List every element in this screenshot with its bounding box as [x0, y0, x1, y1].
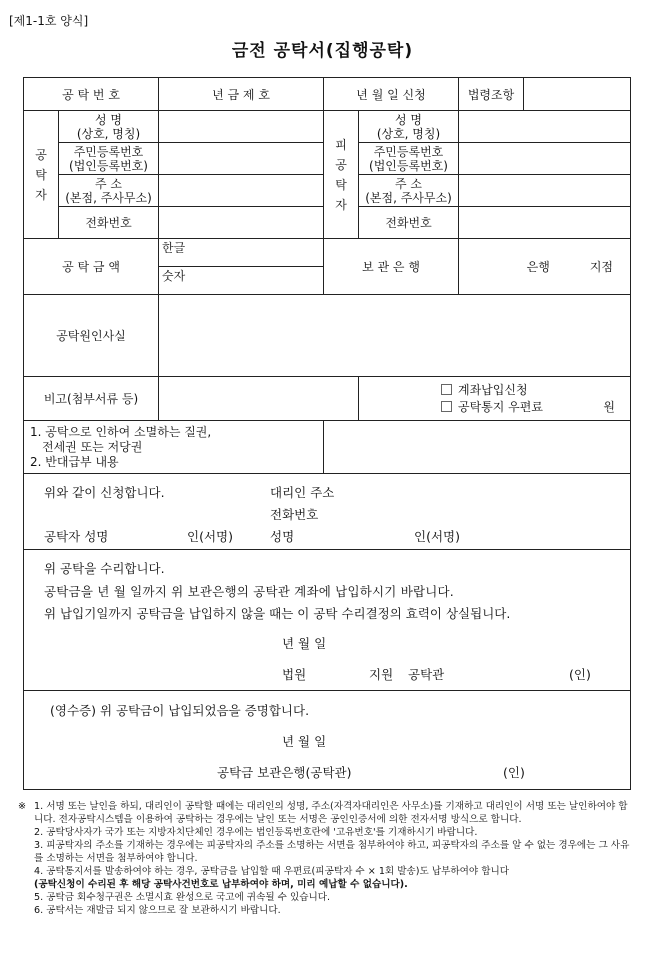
remarks-options: [359, 377, 631, 421]
depositee-address-label: 주 소 (본점, 주사무소): [359, 175, 459, 207]
cause-field[interactable]: [159, 295, 631, 377]
note-item-6: 6. 공탁서는 재발급 되지 않으므로 잘 보관하시기 바랍니다.: [34, 905, 281, 916]
depositor-id-field[interactable]: [159, 143, 324, 175]
note-item-4: 4. 공탁통지서를 발송하여야 하는 경우, 공탁금을 납입할 때 우편료(피공탁자 수 × 1회 발송)도 납부하여야 합니다: [34, 866, 510, 877]
depositee-id-field[interactable]: [459, 143, 631, 175]
application-date-field[interactable]: 년 월 일 신청: [324, 78, 459, 111]
notes-section: [18, 800, 633, 917]
depositee-id-label: 주민등록번호 (법인등록번호): [359, 143, 459, 175]
application-section: [24, 474, 631, 550]
officer-label: 공탁관: [408, 667, 445, 682]
agent-phone-label: 전화번호: [270, 507, 319, 522]
agent-seal[interactable]: 인(서명): [414, 529, 460, 544]
note-item-1: 1. 서명 또는 날인을 하되, 대리인이 공탁할 때에는 대리인의 성명, 주소(자격자대리인은 사무소)를 기재하고 대리인이 서명 또는 날인하여야 합니다. 전자공탁시스템을 이용하여 공탁하는 경우에는 날인 또는 서명은 공인인증서에 의한 전자서명 방식으로 합니다.: [34, 801, 628, 825]
form-number: [제1-1호 양식]: [9, 14, 89, 28]
acceptance-line3: 위 납입기일까지 공탁금을 납입하지 않을 때는 이 공탁 수리결정의 효력이 상실됩니다.: [44, 606, 511, 621]
agent-name-label: 성명: [270, 529, 295, 544]
note-item-2: 2. 공탁당사자가 국가 또는 지방자치단체인 경우에는 법인등록번호란에 '고유번호'를 기재하시기 바랍니다.: [34, 827, 478, 838]
receipt-section: [24, 691, 631, 790]
depositor-seal[interactable]: 인(서명): [187, 529, 233, 544]
postage-checkbox[interactable]: [441, 401, 452, 412]
law-clause-label: 법령조항: [459, 78, 524, 111]
depositee-name-label: 성 명 (상호, 명칭): [359, 111, 459, 143]
remarks-field[interactable]: [159, 377, 359, 421]
depositor-address-label: 주 소 (본점, 주사무소): [59, 175, 159, 207]
depositee-name-field[interactable]: [459, 111, 631, 143]
cause-label: 공탁원인사실: [24, 295, 159, 377]
branch-court-label: 지원: [369, 667, 394, 682]
note-item-4-detail: (공탁신청이 수리된 후 해당 공탁사건번호로 납부하여야 하며, 미리 예납할 수 없습니다).: [34, 879, 408, 890]
acceptance-date: 년 월 일: [282, 636, 327, 651]
depositor-name-label: 성 명 (상호, 명칭): [59, 111, 159, 143]
rights-field[interactable]: [324, 421, 631, 474]
bank-field[interactable]: [459, 239, 631, 295]
depositee-address-field[interactable]: [459, 175, 631, 207]
page-title: 금전 공탁서(집행공탁): [231, 41, 414, 61]
bank-label: 보 관 은 행: [324, 239, 459, 295]
officer-seal[interactable]: (인): [569, 667, 591, 682]
acceptance-line2: 공탁금을 년 월 일까지 위 보관은행의 공탁관 계좌에 납입하시기 바랍니다.: [44, 584, 454, 599]
receipt-date: 년 월 일: [282, 734, 327, 749]
depositee-section-label: 피 공 탁 자: [324, 111, 359, 239]
amount-korean-label: 한글: [162, 241, 186, 255]
account-deposit-checkbox[interactable]: [441, 384, 452, 395]
note-item-3: 3. 피공탁자의 주소를 기재하는 경우에는 피공탁자의 주소를 소명하는 서면을 첨부하여야 하고, 피공탁자의 주소를 알 수 없는 경우에는 그 사유를 소명하는 서면을 첨부하여야 합니다.: [34, 840, 630, 864]
depositor-name-field[interactable]: [159, 111, 324, 143]
amount-number-field[interactable]: [159, 267, 324, 295]
acceptance-section: [24, 550, 631, 691]
acceptance-line1: 위 공탁을 수리합니다.: [44, 561, 165, 576]
depositor-id-label: 주민등록번호 (법인등록번호): [59, 143, 159, 175]
rights-label: 1. 공탁으로 인하여 소멸하는 질권, 전세권 또는 저당권 2. 반대급부 내용: [24, 421, 324, 474]
postage-label: 공탁통지 우편료: [458, 399, 543, 414]
receipt-line1: (영수증) 위 공탁금이 납입되었음을 증명합니다.: [50, 703, 310, 718]
note-item-5: 5. 공탁금 회수청구권은 소멸시효 완성으로 국고에 귀속될 수 있습니다.: [34, 892, 331, 903]
won-label: 원: [603, 399, 615, 414]
notes-mark: ※: [18, 801, 27, 812]
depositor-section-label: 공 탁 자: [24, 111, 59, 239]
case-no-label: 공 탁 번 호: [24, 78, 159, 111]
deposit-form-table: [23, 77, 631, 790]
apply-statement: 위와 같이 신청합니다.: [44, 485, 165, 500]
depositor-address-field[interactable]: [159, 175, 324, 207]
depositor-phone-label: 전화번호: [59, 207, 159, 239]
depositee-phone-field[interactable]: [459, 207, 631, 239]
account-deposit-label: 계좌납입신청: [458, 382, 528, 397]
depositor-name-sign-label: 공탁자 성명: [44, 529, 109, 544]
agent-address-label: 대리인 주소: [270, 485, 335, 500]
receipt-seal[interactable]: (인): [503, 765, 525, 780]
remarks-label: 비고(첨부서류 등): [24, 377, 159, 421]
amount-label: 공 탁 금 액: [24, 239, 159, 295]
depositor-phone-field[interactable]: [159, 207, 324, 239]
court-label: 법원: [282, 667, 307, 682]
case-year-field[interactable]: 년 금 제 호: [159, 78, 324, 111]
law-clause-field[interactable]: [524, 78, 631, 111]
receipt-bank-label: 공탁금 보관은행(공탁관): [217, 765, 352, 780]
branch-suffix: 지점: [589, 260, 613, 274]
amount-korean-field[interactable]: [159, 239, 324, 267]
bank-suffix: 은행: [526, 260, 550, 274]
amount-number-label: 숫자: [162, 269, 186, 283]
depositee-phone-label: 전화번호: [359, 207, 459, 239]
